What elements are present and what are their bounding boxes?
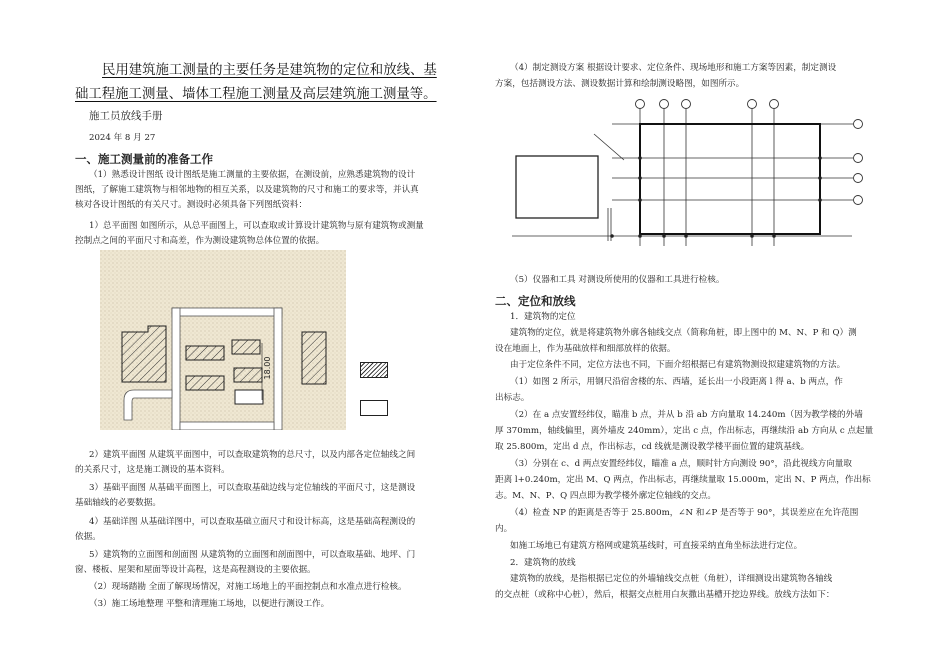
building-left <box>122 326 166 382</box>
paragraph-line: 取 25.800m，定出 d 点，作出标志，cd 线就是测设教学楼平面位置的建筑基线。 <box>495 442 810 452</box>
paragraph-line: 出标志。 <box>495 393 530 403</box>
paragraph-line: 的关系尺寸，这是施工测设的基本资料。 <box>75 465 230 475</box>
paragraph-line: 依据。 <box>75 532 101 542</box>
paragraph-line: 5）建筑物的立面图和剖面图 从建筑物的立面图和剖面图中，可以查取基础、地坪、门 <box>89 550 416 560</box>
axis-circle <box>748 100 757 109</box>
paragraph-line: 1．建筑物的定位 <box>510 312 576 322</box>
paragraph-line: 核对各设计图纸的有关尺寸。测设时必须具备下列图纸资料： <box>75 200 308 210</box>
paragraph-line: 图纸，了解施工建筑物与相邻地物的相互关系，以及建筑物的尺寸和施工的要求等，并认真 <box>75 185 419 195</box>
paragraph-line: 3）基础平面图 从基础平面图上，可以查取基础边线与定位轴线的平面尺寸，这是测设 <box>89 483 416 493</box>
new-building <box>235 390 263 404</box>
paragraph-line: （3）施工场地整理 平整和清理施工场地，以便进行测设工作。 <box>89 599 330 609</box>
legend-empty-box <box>360 400 388 416</box>
layout-diagram <box>512 96 872 256</box>
paragraph-line: （2）在 a 点安置经纬仪，瞄准 b 点，并从 b 沿 ab 方向量取 14.240m（因为教学楼的外墙 <box>510 410 863 420</box>
paragraph-line: 窗、楼板、屋架和屋面等设计高程，这是高程测设的主要依据。 <box>75 565 316 575</box>
lead-paragraph-line1: 民用建筑施工测量的主要任务是建筑物的定位和放线、基 <box>102 63 437 78</box>
document-date: 2024 年 8 月 27 <box>89 133 156 143</box>
axis-circle <box>854 120 863 129</box>
planned-building <box>640 124 820 234</box>
lead-paragraph-line2: 础工程施工测量、墙体工程施工测量及高层建筑施工测量等。 <box>75 87 437 102</box>
paragraph-line: 基础轴线的必要数据。 <box>75 498 161 508</box>
paragraph-line: 距离 l+0.240m，定出 M、Q 两点，作出标志，再继续量取 15.000m，定出 N、P 两点，作出标 <box>495 475 871 485</box>
site-plan-figure <box>100 250 346 430</box>
axis-circle <box>854 196 863 205</box>
building-4 <box>234 368 262 382</box>
building-1 <box>186 346 224 360</box>
paragraph-line: （4）制定测设方案 根据设计要求、定位条件、现场地形和施工方案等因素，制定测设 <box>510 63 837 73</box>
paragraph-line: 方案，包括测设方法、测设数据计算和绘制测设略图，如图所示。 <box>495 79 745 89</box>
section-1-heading: 一、施工测量前的准备工作 <box>75 152 213 166</box>
paragraph-line: 建筑物的定位，就是将建筑物外廓各轴线交点（简称角桩，即上图中的 M、N、P 和 Q）测 <box>510 328 857 338</box>
axis-circle <box>660 100 669 109</box>
paragraph-line: （4）检查 NP 的距离是否等于 25.800m，∠N 和∠P 是否等于 90°，其误差应在允许范围 <box>510 508 859 518</box>
axis-circle <box>770 100 779 109</box>
axis-circle <box>682 100 691 109</box>
paragraph-line: 志。M、N、P、Q 四点即为教学楼外廓定位轴线的交点。 <box>495 491 716 501</box>
paragraph-line: 2．建筑物的放线 <box>510 558 576 568</box>
legend-hatched-box <box>360 362 388 378</box>
axis-circle <box>636 100 645 109</box>
paragraph-line: （1）如图 2 所示，用钢尺沿宿舍楼的东、西墙，延长出一小段距离 l 得 a、b 两点，作 <box>510 377 843 387</box>
paragraph-line: （1）熟悉设计图纸 设计图纸是施工测量的主要依据，在测设前，应熟悉建筑物的设计 <box>89 170 416 180</box>
paragraph-line: 由于定位条件不同，定位方法也不同，下面介绍根据已有建筑物测设拟建建筑物的方法。 <box>510 360 846 370</box>
site-plan-dimension: 18.00 <box>263 356 272 380</box>
paragraph-line: 2）建筑平面图 从建筑平面图中，可以查取建筑物的总尺寸，以及内部各定位轴线之间 <box>89 450 416 460</box>
axis-circle <box>854 154 863 163</box>
paragraph-line: 的交点桩（或称中心桩），然后，根据交点桩用白灰撒出基槽开挖边界线。放线方法如下： <box>495 590 835 600</box>
existing-building <box>516 156 598 218</box>
paragraph-line: 厚 370mm，轴线偏里，离外墙皮 240mm），定出 c 点，作出标志，再继续沿 ab 方向从 c 点起量 <box>495 426 874 436</box>
section-2-heading: 二、定位和放线 <box>495 294 576 308</box>
building-3 <box>186 376 224 390</box>
paragraph-line: 4）基础详图 从基础详图中，可以查取基础立面尺寸和设计标高，这是基础高程测设的 <box>89 517 416 527</box>
building-right <box>302 332 326 384</box>
paragraph-line: （3）分别在 c、d 两点安置经纬仪，瞄准 a 点，顺时针方向测设 90°，沿此视线方向量取 <box>510 459 852 469</box>
paragraph-line: （5）仪器和工具 对测设所使用的仪器和工具进行检核。 <box>510 275 725 285</box>
paragraph-line: 内。 <box>495 524 513 534</box>
paragraph-line: 建筑物的放线，是指根据已定位的外墙轴线交点桩（角桩），详细测设出建筑物各轴线 <box>510 574 833 584</box>
axis-circle <box>854 174 863 183</box>
paragraph-line: 控制点之间的平面尺寸和高差，作为测设建筑物总体位置的依据。 <box>75 236 325 246</box>
building-2 <box>232 340 260 354</box>
handbook-title: 施工员放线手册 <box>89 110 163 122</box>
paragraph-line: 设在地面上，作为基础放样和细部放样的依据。 <box>495 344 676 354</box>
paragraph-line: 1）总平面图 如图所示，从总平面图上，可以查取或计算设计建筑物与原有建筑物或测量 <box>89 221 424 231</box>
paragraph-line: 如施工场地已有建筑方格网或建筑基线时，可直接采纳直角坐标法进行定位。 <box>510 541 803 551</box>
paragraph-line: （2）现场踏勘 全面了解现场情况，对施工场地上的平面控制点和水准点进行检核。 <box>89 582 407 592</box>
